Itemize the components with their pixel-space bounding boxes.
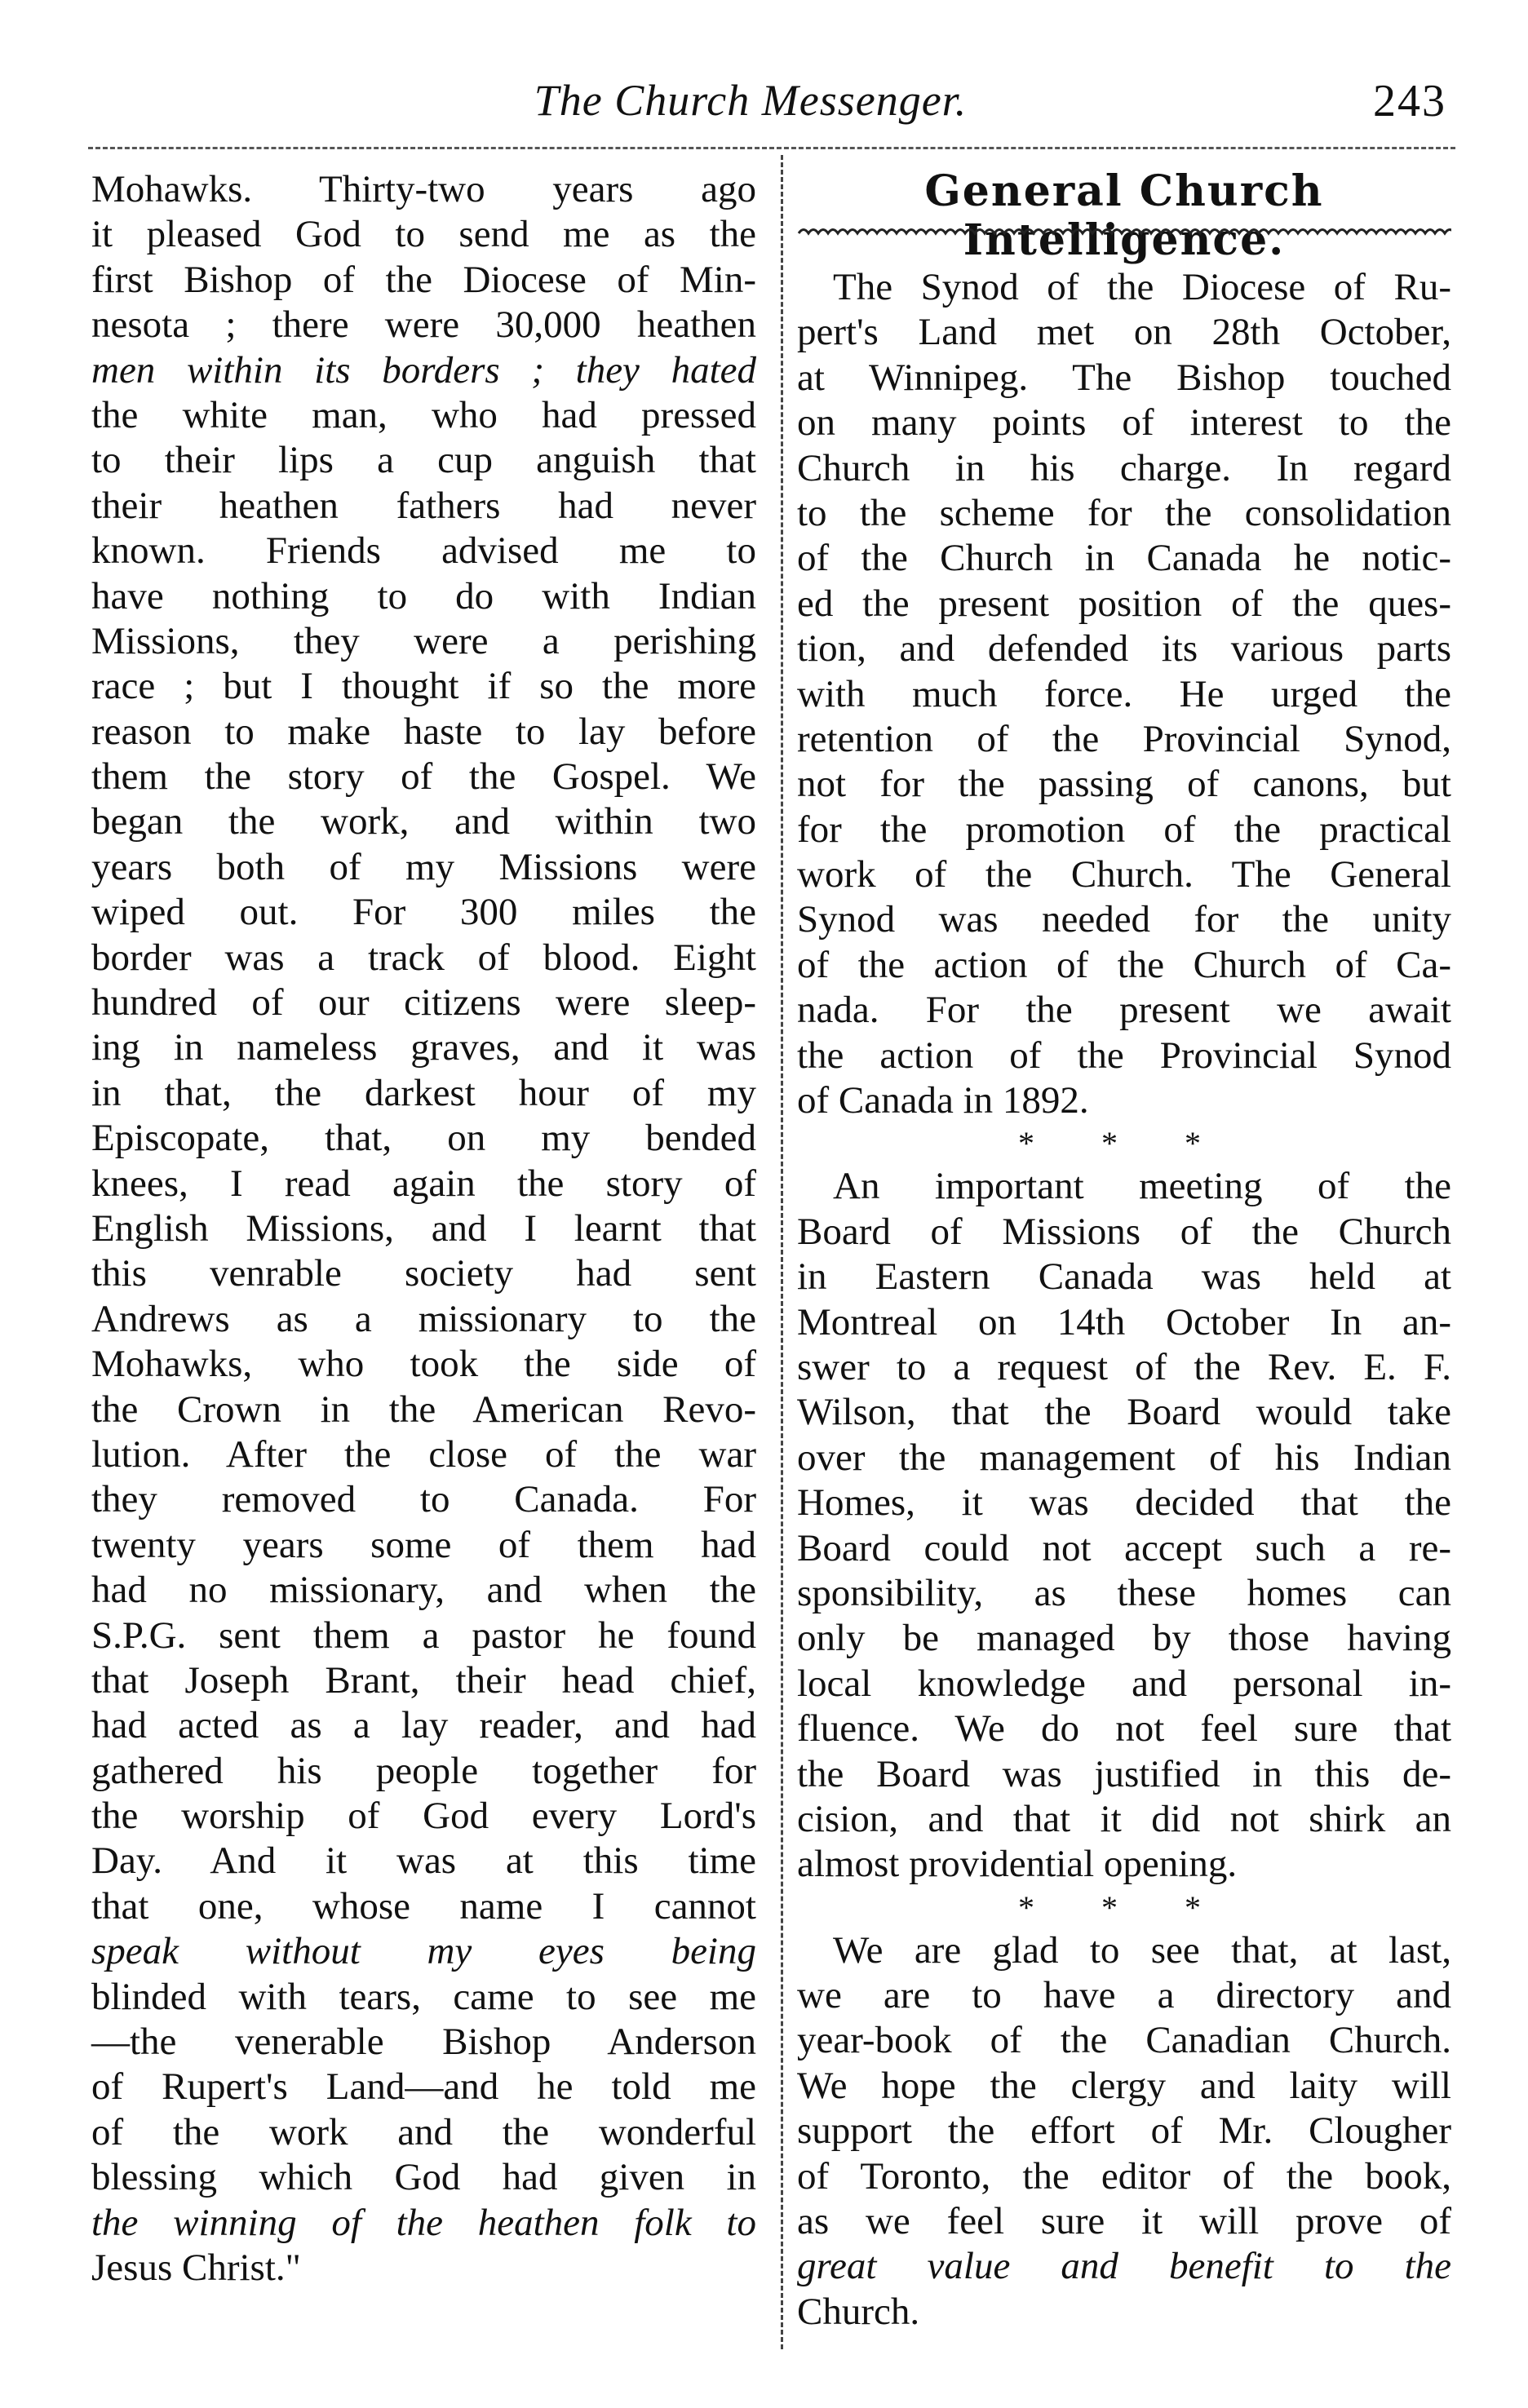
text-line: this venrable society had sent <box>91 1252 756 1295</box>
text-line: with much force. He urged the <box>797 672 1451 715</box>
text-line: known. Friends advised me to <box>91 529 756 573</box>
text-line: of the work and the wonderful <box>91 2110 756 2153</box>
text-line: support the effort of Mr. Clougher <box>797 2109 1451 2153</box>
text-line: fluence. We do not feel sure that <box>797 1707 1451 1751</box>
text-line: at Winnipeg. The Bishop touched <box>797 356 1451 399</box>
text-line: An important meeting of the <box>833 1165 1451 1208</box>
text-line: year-book of the Canadian Church. <box>797 2019 1451 2062</box>
text-line: the worship of God every Lord's <box>91 1795 756 1838</box>
text-line: them the story of the Gospel. We <box>91 755 756 799</box>
text-line: lution. After the close of the war <box>91 1432 756 1476</box>
text-line: Board could not accept such a re- <box>797 1526 1451 1569</box>
text-line: speak without my eyes being <box>91 1930 756 1973</box>
text-line: wiped out. For 300 miles the <box>91 891 756 934</box>
text-line: that Joseph Brant, their head chief, <box>91 1658 756 1702</box>
text-line: nesota ; there were 30,000 heathen <box>91 303 756 347</box>
text-line: to the scheme for the consolidation <box>797 491 1451 534</box>
text-line: S.P.G. sent them a pastor he found <box>91 1613 756 1657</box>
text-line: it pleased God to send me as the <box>91 213 756 256</box>
text-line: ing in nameless graves, and it was <box>91 1026 756 1069</box>
text-line: Mohawks. Thirty-two years ago <box>91 168 756 210</box>
text-line: Church. <box>797 2290 920 2333</box>
text-line: of Canada in 1892. <box>797 1079 1089 1122</box>
text-line: gathered his people together for <box>91 1749 756 1792</box>
text-line: pert's Land met on 28th October, <box>797 311 1451 354</box>
text-line: in Eastern Canada was held at <box>797 1255 1451 1299</box>
text-line: Board of Missions of the Church <box>797 1210 1451 1253</box>
text-line: swer to a request of the Rev. E. F. <box>797 1345 1451 1388</box>
text-line: local knowledge and personal in- <box>797 1662 1451 1705</box>
section-separator: * * * <box>1018 1125 1230 1162</box>
text-line: hundred of our citizens were sleep- <box>91 981 756 1025</box>
text-line: blessing which God had given in <box>91 2156 756 2199</box>
text-line: cision, and that it did not shirk an <box>797 1797 1451 1840</box>
text-line: they removed to Canada. For <box>91 1478 756 1521</box>
text-line: Episcopate, that, on my bended <box>91 1117 756 1160</box>
text-line: English Missions, and I learnt that <box>91 1206 756 1250</box>
text-line: years both of my Missions were <box>91 845 756 888</box>
text-line: only be managed by those having <box>797 1617 1451 1660</box>
section-title: General Church Intelligence. <box>924 166 1324 265</box>
text-line: Jesus Christ." <box>91 2246 301 2289</box>
text-line: we are to have a directory and <box>797 1974 1451 2017</box>
text-line: twenty years some of them had <box>91 1523 756 1566</box>
text-line: We hope the clergy and laity will <box>797 2064 1451 2107</box>
text-line: of the action of the Church of Ca- <box>797 943 1451 986</box>
text-line: of the Church in Canada he notic- <box>797 537 1451 580</box>
left-column <box>91 167 756 2291</box>
text-line: retention of the Provincial Synod, <box>797 717 1451 760</box>
text-line: to their lips a cup anguish that <box>91 439 756 482</box>
text-line: The Synod of the Diocese of Ru- <box>833 266 1451 308</box>
text-line: began the work, and within two <box>91 800 756 843</box>
text-line: border was a track of blood. Eight <box>91 936 756 979</box>
page-number: 243 <box>1373 76 1446 126</box>
text-line: blinded with tears, came to see me <box>91 1975 756 2018</box>
text-line: first Bishop of the Diocese of Min- <box>91 258 756 301</box>
text-line: had no missionary, and when the <box>91 1569 756 1612</box>
text-line: had acted as a lay reader, and had <box>91 1704 756 1747</box>
text-line: Montreal on 14th October In an- <box>797 1300 1451 1343</box>
text-line: the action of the Provincial Synod <box>797 1034 1451 1077</box>
text-line: sponsibility, as these homes can <box>797 1571 1451 1614</box>
text-line: Synod was needed for the unity <box>797 898 1451 941</box>
text-line: not for the passing of canons, but <box>797 763 1451 806</box>
text-line: as we feel sure it will prove of <box>797 2200 1451 2243</box>
text-line: knees, I read again the story of <box>91 1162 756 1205</box>
right-column <box>797 167 1451 2335</box>
text-line: of Toronto, the editor of the book, <box>797 2154 1451 2198</box>
text-line: over the management of his Indian <box>797 1436 1451 1479</box>
text-line: in that, the darkest hour of my <box>91 1071 756 1114</box>
text-line: Day. And it was at this time <box>91 1839 756 1883</box>
text-line: tion, and defended its various parts <box>797 627 1451 671</box>
section-separator: * * * <box>1018 1888 1230 1926</box>
text-line: on many points of interest to the <box>797 401 1451 445</box>
running-title: The Church Messenger. <box>534 76 968 125</box>
text-line: the white man, who had pressed <box>91 393 756 436</box>
text-line: —the venerable Bishop Anderson <box>91 2021 756 2064</box>
text-line: Church in his charge. In regard <box>797 446 1451 489</box>
column-divider <box>781 155 783 2349</box>
text-line: that one, whose name I cannot <box>91 1884 756 1928</box>
text-line: reason to make haste to lay before <box>91 710 756 753</box>
text-line: for the promotion of the practical <box>797 808 1451 851</box>
text-line: have nothing to do with Indian <box>91 574 756 617</box>
text-line: of Rupert's Land—and he told me <box>91 2065 756 2109</box>
header-rule <box>88 147 1455 149</box>
text-line: ed the present position of the ques- <box>797 582 1451 625</box>
text-line: work of the Church. The General <box>797 853 1451 896</box>
text-line: the Board was justified in this de- <box>797 1752 1451 1795</box>
text-line: Mohawks, who took the side of <box>91 1343 756 1386</box>
text-line: the Crown in the American Revo- <box>91 1388 756 1431</box>
text-line: Homes, it was decided that the <box>797 1481 1451 1525</box>
text-line: men within its borders ; they hated <box>91 348 756 392</box>
text-line: their heathen fathers had never <box>91 484 756 527</box>
text-line: great value and benefit to the <box>797 2245 1451 2288</box>
text-line: Wilson, that the Board would take <box>797 1391 1451 1434</box>
text-line: almost providential opening. <box>797 1843 1238 1886</box>
text-line: Andrews as a missionary to the <box>91 1297 756 1340</box>
text-line: the winning of the heathen folk to <box>91 2201 756 2244</box>
text-line: race ; but I thought if so the more <box>91 665 756 708</box>
text-line: We are glad to see that, at last, <box>833 1928 1451 1972</box>
text-line: nada. For the present we await <box>797 989 1451 1032</box>
text-line: Missions, they were a perishing <box>91 619 756 662</box>
